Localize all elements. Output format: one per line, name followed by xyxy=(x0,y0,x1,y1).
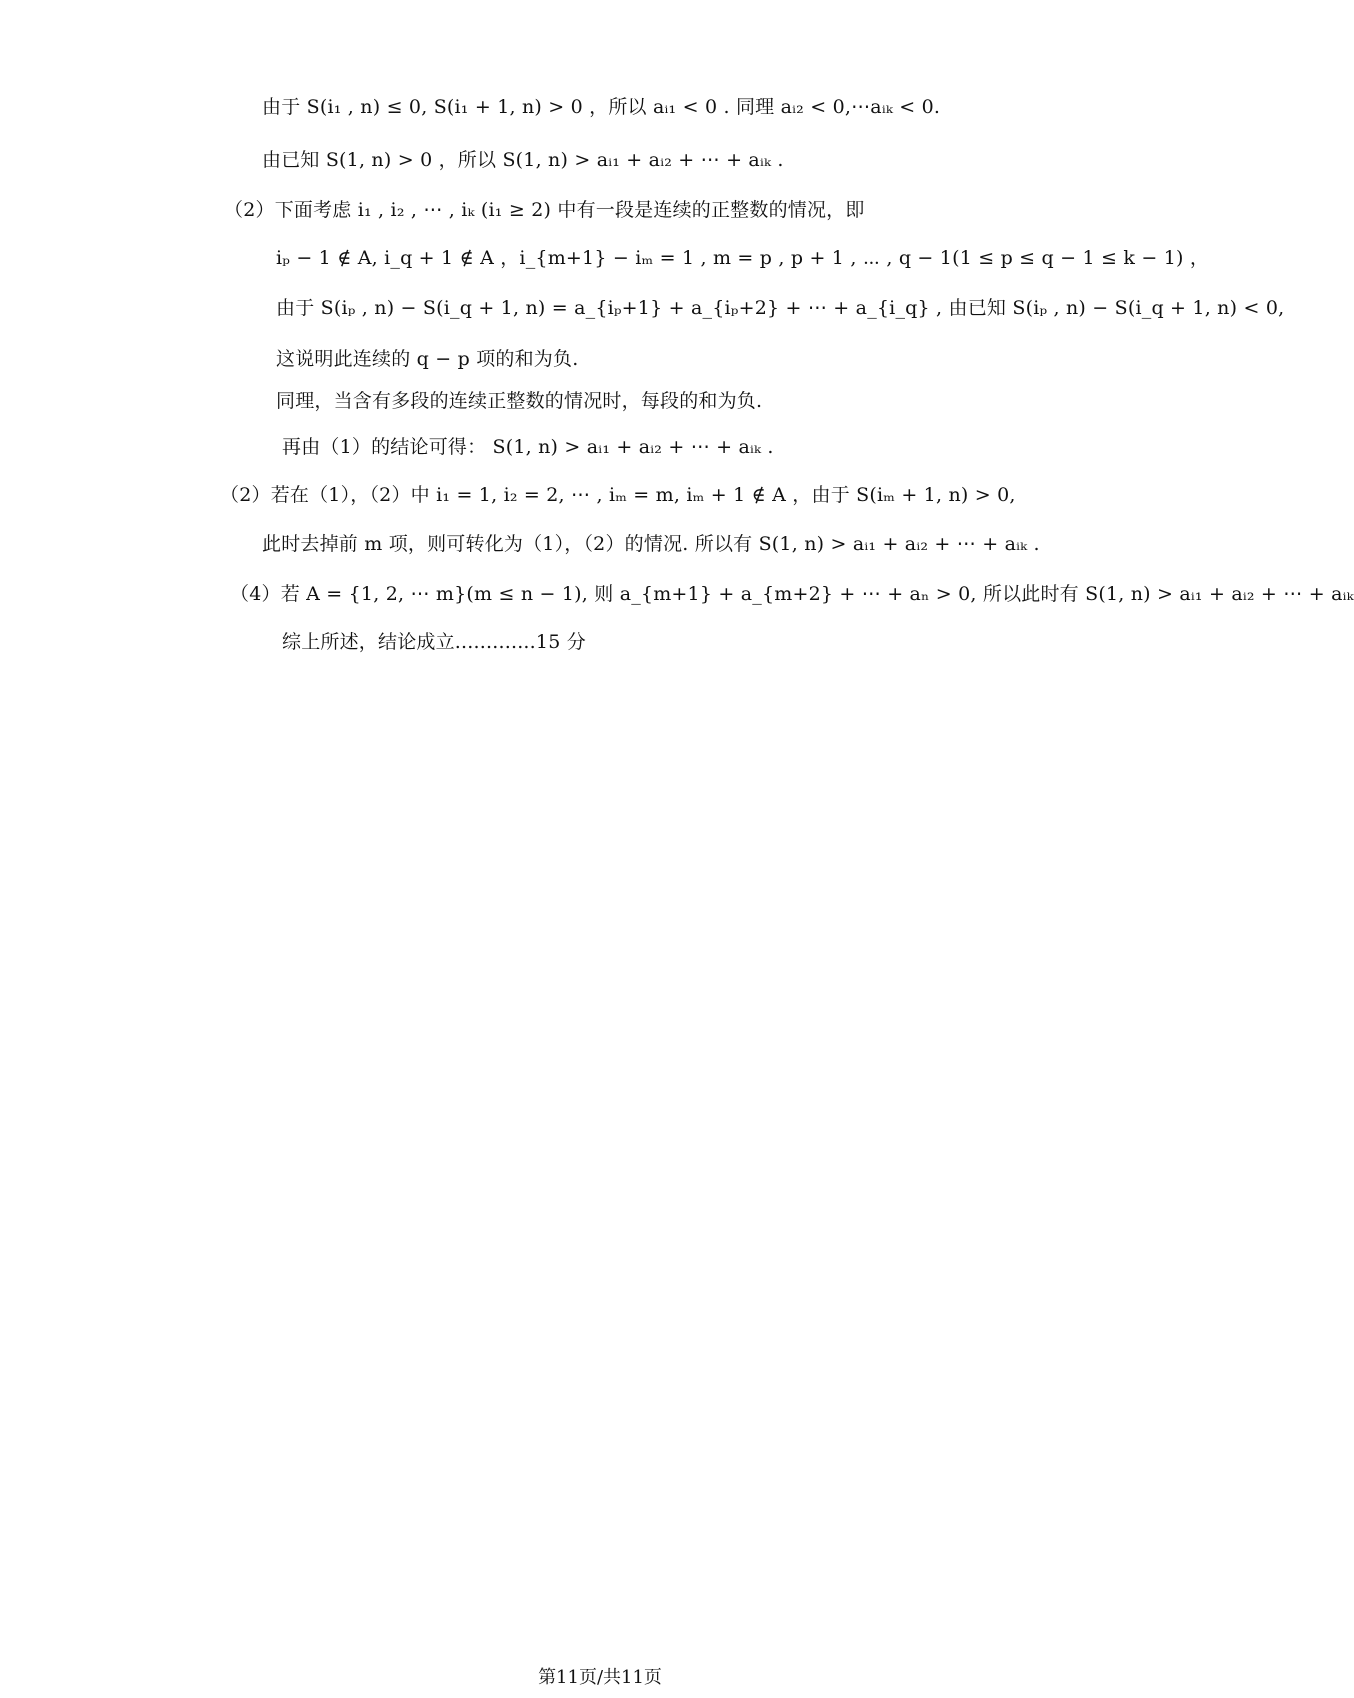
text-line-8: 再由（1）的结论可得： S(1, n) > aᵢ₁ + aᵢ₂ + ⋯ + aᵢₖ . xyxy=(282,436,774,458)
text-line-5: 由于 S(iₚ , n) − S(i_q + 1, n) = a_{iₚ+1} + a_{iₚ+2} + ⋯ + a_{i_q} , 由已知 S(iₚ , n) − S(i_q + 1, n) < 0, xyxy=(276,297,1285,319)
text-line-2: 由已知 S(1, n) > 0 ，所以 S(1, n) > aᵢ₁ + aᵢ₂ + ⋯ + aᵢₖ . xyxy=(262,149,784,171)
text-line-10: 此时去掉前 m 项，则可转化为（1），（2）的情况. 所以有 S(1, n) > aᵢ₁ + aᵢ₂ + ⋯ + aᵢₖ . xyxy=(262,533,1040,555)
text-line-11: （4）若 A = {1, 2, ⋯ m}(m ≤ n − 1), 则 a_{m+1} + a_{m+2} + ⋯ + aₙ > 0, 所以此时有 S(1, n) > aᵢ₁ + aᵢ₂ + ⋯ + aᵢₖ xyxy=(230,583,1354,605)
text-line-3: （2）下面考虑 i₁ , i₂ , ⋯ , iₖ (i₁ ≥ 2) 中有一段是连续的正整数的情况，即 xyxy=(224,199,865,221)
text-line-1: 由于 S(i₁ , n) ≤ 0, S(i₁ + 1, n) > 0 ，所以 aᵢ₁ < 0 . 同理 aᵢ₂ < 0,⋯aᵢₖ < 0. xyxy=(262,96,941,118)
text-line-9: （2）若在（1），（2）中 i₁ = 1, i₂ = 2, ⋯ , iₘ = m, iₘ + 1 ∉ A ，由于 S(iₘ + 1, n) > 0, xyxy=(220,484,1016,506)
text-line-4: iₚ − 1 ∉ A, i_q + 1 ∉ A ，i_{m+1} − iₘ = 1 , m = p , p + 1 , ⋯ , q − 1(1 ≤ p ≤ q − 1 ≤ k − 1) ， xyxy=(276,247,1210,269)
text-line-12: 综上所述，结论成立.............15 分 xyxy=(282,631,586,653)
text-line-6: 这说明此连续的 q − p 项的和为负. xyxy=(276,348,579,370)
text-line-7: 同理，当含有多段的连续正整数的情况时，每段的和为负. xyxy=(276,390,763,412)
page-footer: 第11页/共11页 xyxy=(538,1667,662,1688)
